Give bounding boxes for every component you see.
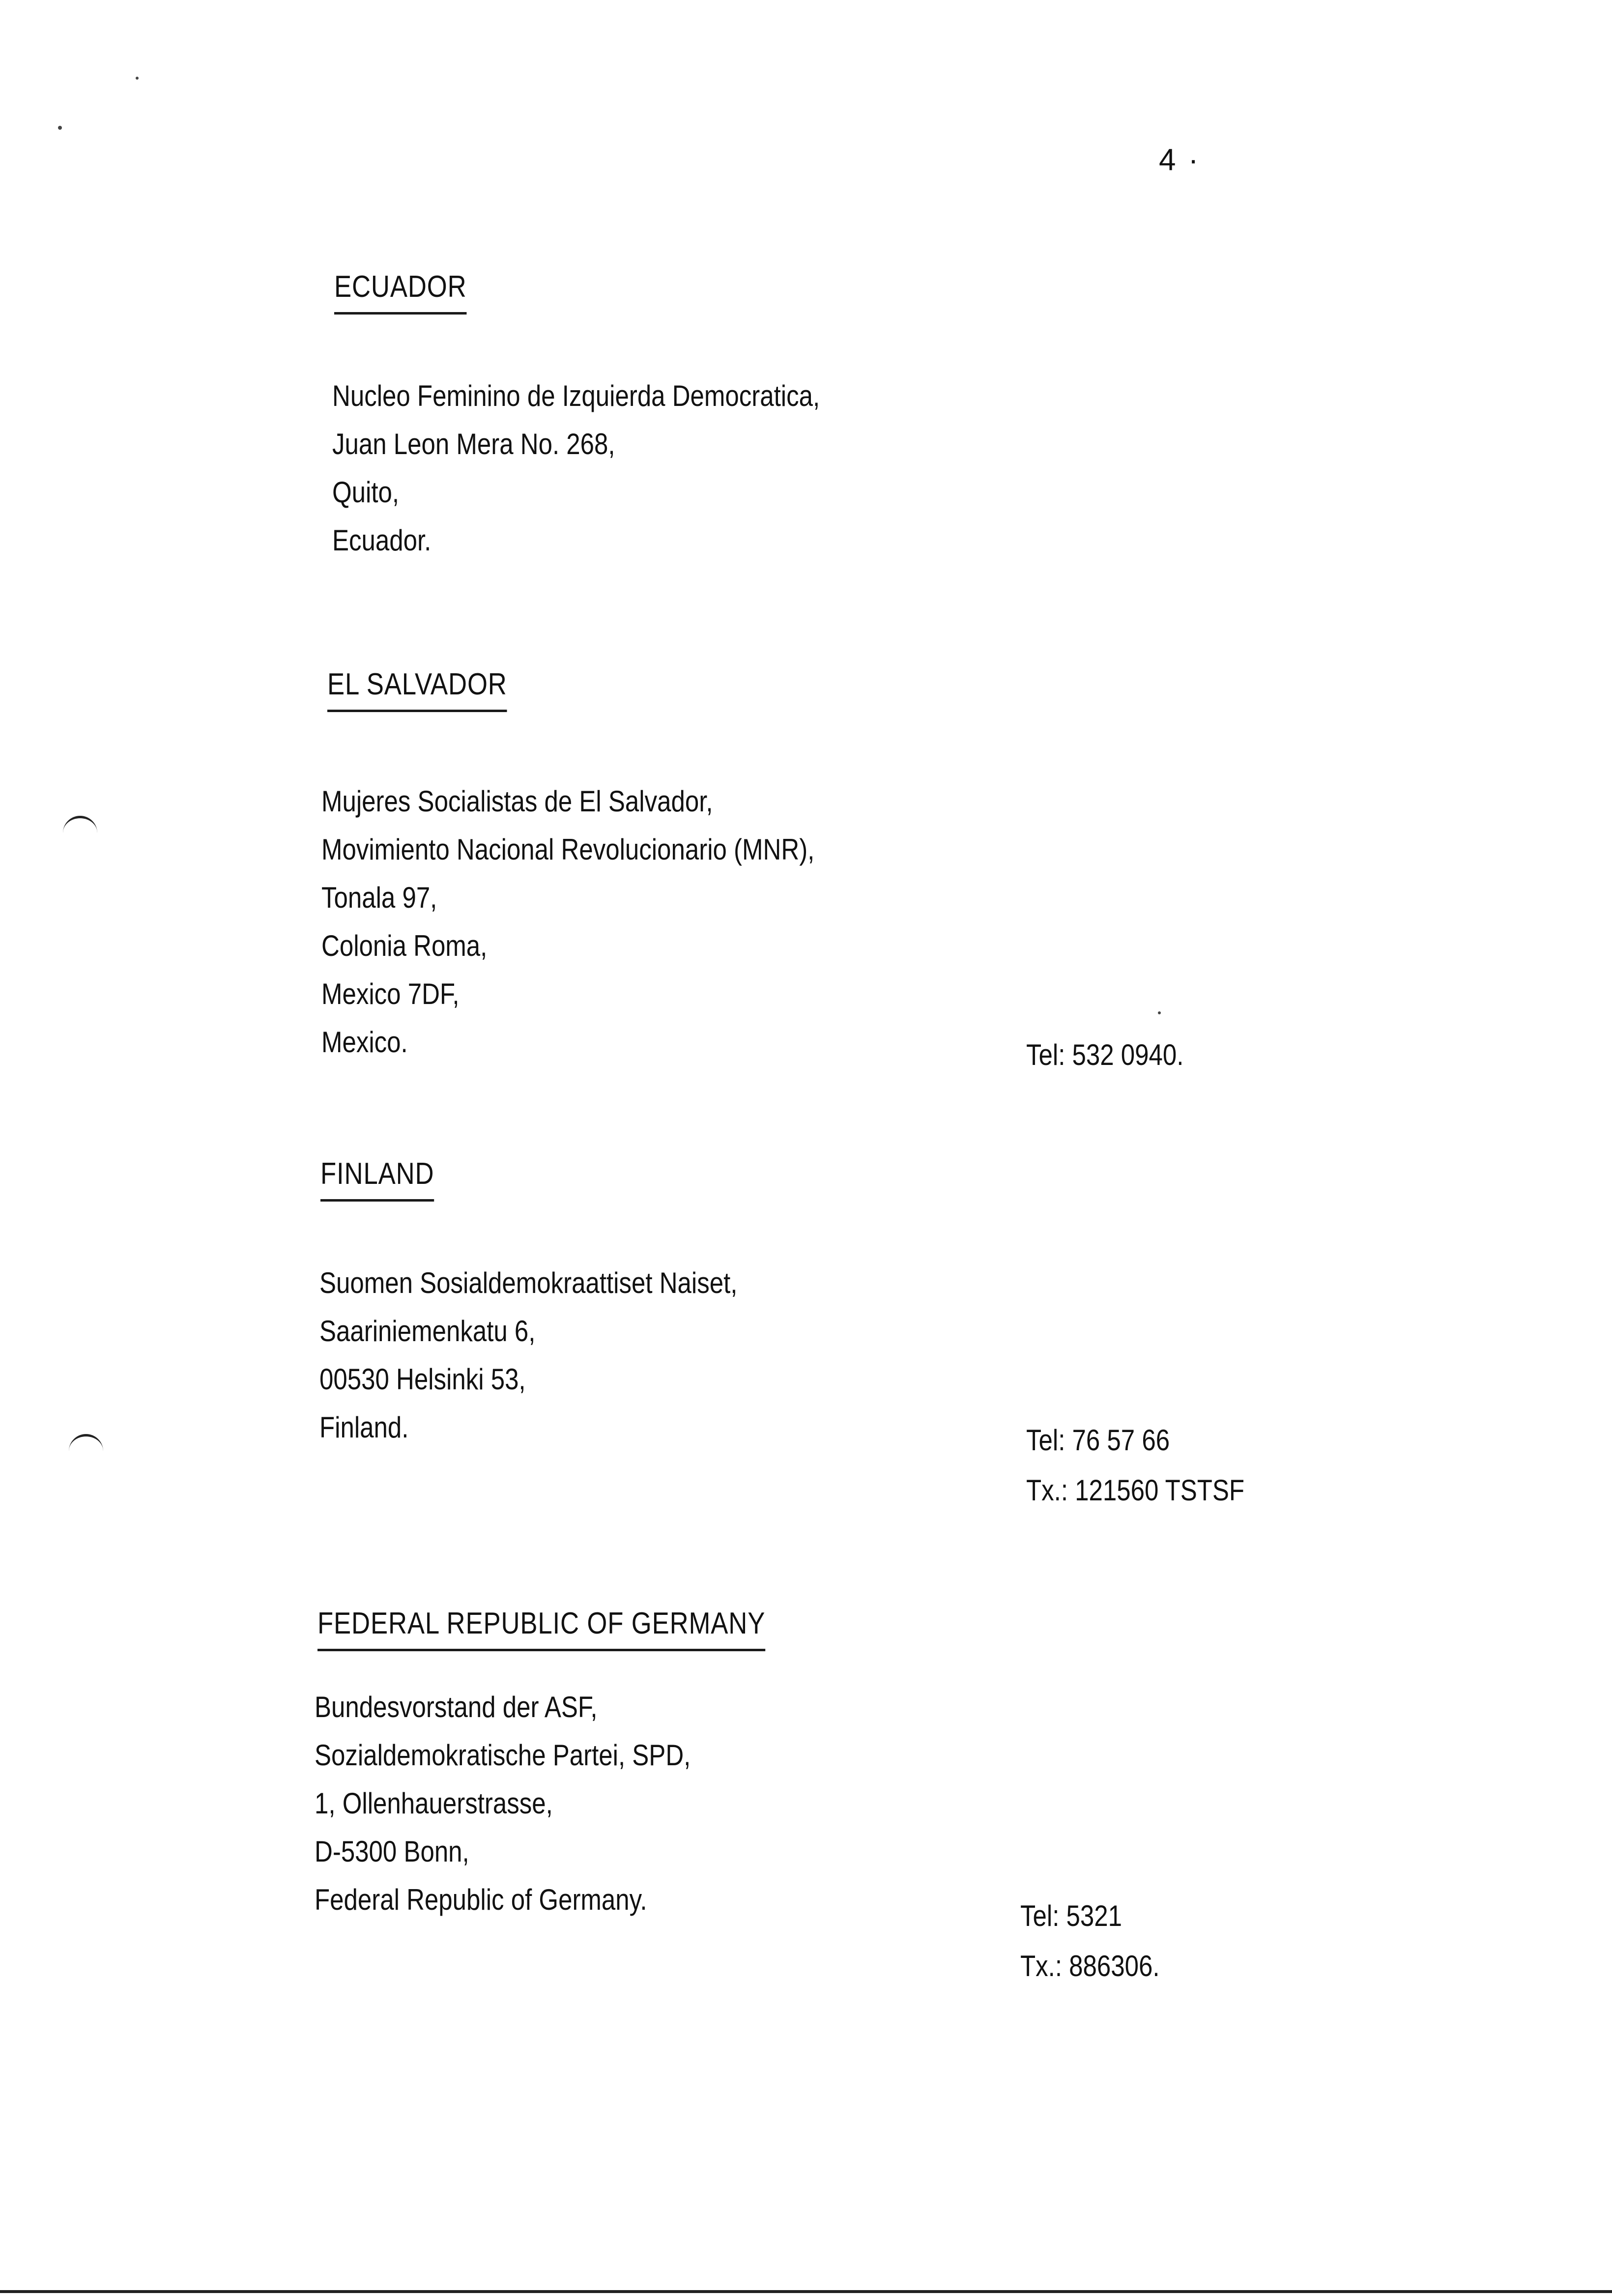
scan-speck	[136, 77, 139, 80]
address-line: Bundesvorstand der ASF,	[315, 1691, 598, 1723]
address-block-ecuador	[332, 372, 820, 565]
address-line: Mujeres Socialistas de El Salvador,	[321, 785, 713, 818]
address-line: Juan Leon Mera No. 268,	[332, 428, 615, 460]
address-line: Mexico.	[321, 1026, 408, 1059]
contact-line: Tel: 532 0940.	[1026, 1038, 1184, 1071]
address-line: Federal Republic of Germany.	[315, 1883, 647, 1916]
contact-line: Tx.: 886306.	[1020, 1950, 1160, 1982]
address-line: Suomen Sosialdemokraattiset Naiset,	[319, 1266, 738, 1299]
section-heading: FEDERAL REPUBLIC OF GERMANY	[317, 1606, 765, 1651]
address-line: Sozialdemokratische Partei, SPD,	[315, 1739, 691, 1772]
address-line: Quito,	[332, 476, 400, 509]
address-line: Colonia Roma,	[321, 929, 488, 962]
address-line: Mexico 7DF,	[321, 977, 460, 1010]
contact-line: Tel: 76 57 66	[1026, 1424, 1170, 1457]
address-line: Finland.	[319, 1411, 409, 1444]
punch-hole-mark	[69, 1434, 103, 1451]
contact-line: Tel: 5321	[1020, 1899, 1122, 1932]
address-line: Movimiento Nacional Revolucionario (MNR),	[321, 833, 815, 866]
address-block-el-salvador	[321, 777, 814, 1066]
section-finland	[320, 1156, 454, 1202]
address-block-finland	[319, 1259, 737, 1452]
section-ecuador	[334, 269, 490, 315]
section-heading: EL SALVADOR	[327, 667, 507, 712]
address-line: 00530 Helsinki 53,	[319, 1363, 526, 1396]
section-germany	[317, 1606, 844, 1651]
address-line: Saariniemenkatu 6,	[319, 1315, 536, 1348]
punch-hole-mark	[63, 816, 97, 833]
scan-speck	[1158, 1011, 1161, 1014]
scan-speck	[58, 126, 62, 130]
section-heading: FINLAND	[320, 1156, 434, 1202]
address-block-germany	[315, 1683, 691, 1924]
section-el-salvador	[327, 667, 539, 712]
page-number: 4 ·	[1159, 143, 1201, 177]
bottom-rule	[0, 2290, 1612, 2293]
address-line: Nucleo Feminino de Izquierda Democratica,	[332, 379, 820, 412]
contact-line: Tx.: 121560 TSTSF	[1026, 1474, 1245, 1507]
address-line: D-5300 Bonn,	[315, 1835, 469, 1868]
contact-block-germany	[1020, 1891, 1160, 1991]
section-heading: ECUADOR	[334, 269, 466, 315]
address-line: 1, Ollenhauerstrasse,	[315, 1787, 553, 1820]
contact-block-finland	[1026, 1415, 1244, 1516]
contact-block-el-salvador	[1026, 1030, 1183, 1080]
address-line: Tonala 97,	[321, 881, 437, 914]
address-line: Ecuador.	[332, 524, 432, 557]
